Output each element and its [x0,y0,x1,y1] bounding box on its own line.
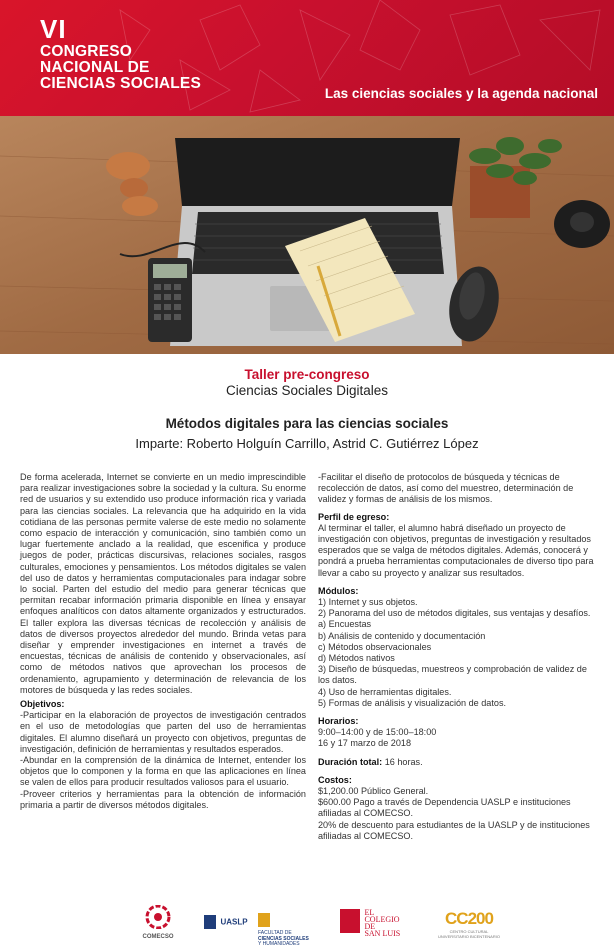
left-column [20,472,306,811]
colegio-line: DE [364,922,376,931]
facultad-line: Y HUMANIDADES [258,941,300,947]
module-item: 4) Uso de herramientas digitales. [318,686,452,697]
module-item: d) Métodos nativos [318,653,395,664]
uaslp-logo [204,913,254,931]
comecso-icon [145,905,171,929]
costs-heading: Costos: [318,774,352,785]
schedule-heading: Horarios: [318,716,359,727]
intro-paragraph: De forma acelerada, Internet se convierte en un medio imprescindible para realizar investigaciones sobre la sociedad y la cultura. Su enorme red de usuarios y su extendido uso produce información rica y variada para las ciencias sociales. La relevancia que ha adquirido en la vida cotidiana de las personas permite valerse de este medio no solamente como espacio de interacción y comunicación, sino también como un lugar fuertemente anclado a la realidad, que escenifica y produce juegos de poder, prácticas discursivas, relaciones sociales, rasgos culturales, emociones y pensamientos. Los métodos digitales se valen del uso de datos y herramientas computacionales para indagar sobre lo social. Parten del estudio del medio para generar técnicas que permitan recabar información primaria disponible en línea y ensayar enfoques analíticos con datos altamente organizados y estructurados. El taller explora las diversas técnicas de recolección y análisis de datos de diversos proyectos alrededor del mundo. Brinda vetas para diseñar y emprender investigaciones en internet a través de encuestas, técnicas de análisis de contenido y observacionales, así como de métodos nativos que aprovechan los procesos de ordenamiento, agrupamiento y determinación de relevancia de los motores de búsqueda y las redes sociales. [20,472,306,695]
duration-value: 16 horas. [384,756,423,767]
schedule-hours: 9:00–14:00 y de 15:00–18:00 [318,727,437,738]
module-item: 5) Formas de análisis y visualización de datos. [318,697,507,708]
facultad-line: CIENCIAS SOCIALES [258,935,309,942]
cc200-logo [436,909,502,939]
sponsor-logos [0,905,614,949]
colegio-line: EL [364,908,375,917]
module-item: 2) Panorama del uso de métodos digitales, sus ventajas y desafíos. [318,608,591,619]
modules-list [318,597,600,709]
colegio-line: SAN LUIS [364,929,401,938]
objective-item: -Proveer criterios y herramientas para la obtención de información primaria a partir de diversos métodos digitales. [20,788,306,810]
laptop-desk-photo [0,116,614,354]
duration-line [318,757,600,768]
objective-item: -Facilitar el diseño de protocolos de búsqueda y técnicas de recolección de datos, así como del muestreo, determinación de validez y formas de análisis de los mismos. [318,472,574,505]
colegio-icon [340,909,360,933]
schedule-dates: 16 y 17 marzo de 2018 [318,738,412,749]
right-column [318,472,600,842]
objective-item: -Abundar en la comprensión de la dinámica de Internet, entender los objetos que lo componen y la forma en que las aplicaciones en línea se valen de ellos para producir resultados valiosos para el usuario. [20,755,306,788]
module-item: b) Análisis de contenido y documentación [318,630,486,641]
instructors: Imparte: Roberto Holguín Carrillo, Astrid C. Gutiérrez López [135,436,479,451]
comecso-logo [140,905,176,940]
duration-heading: Duración total: [318,756,383,767]
modules-heading: Módulos: [318,585,359,596]
cc200-caption: CENTRO CULTURAL UNIVERSITARIO BICENTENARIO [438,929,500,939]
facultad-line: FACULTAD DE [258,930,292,936]
facultad-logo [258,913,320,949]
module-item: 3) Diseño de búsquedas, muestreos y comprobación de validez de los datos. [318,664,587,686]
workshop-title: Métodos digitales para las ciencias sociales [165,416,449,431]
header-banner [0,0,614,116]
colegio-logo [340,909,416,937]
module-item: a) Encuestas [318,619,372,630]
cost-item: $600.00 Pago a través de Dependencia UASLP e instituciones afiliadas al COMECSO. [318,797,571,819]
facultad-icon [258,913,270,927]
congress-edition: VI [40,14,67,44]
uaslp-label: UASLP [220,917,248,927]
speaker-icon [554,200,610,248]
uaslp-shield-icon [204,915,216,929]
objectives-heading: Objetivos: [20,699,65,710]
congress-line-3: CIENCIAS SOCIALES [40,75,202,92]
workshop-subtitle: Ciencias Sociales Digitales [225,383,389,398]
module-item: 1) Internet y sus objetos. [318,597,418,608]
congress-name [40,44,201,92]
congress-line-2: NACIONAL DE [40,59,150,76]
cost-item: 20% de descuento para estudiantes de la UASLP y de instituciones afiliadas al COMECSO. [318,819,590,841]
module-item: c) Métodos observacionales [318,641,432,652]
congress-tagline: Las ciencias sociales y la agenda nacional [324,86,598,101]
congress-line-1: CONGRESO [40,43,133,60]
comecso-label: COMECSO [142,934,174,940]
profile-heading: Perfil de egreso: [318,511,390,522]
cc200-mark: CC200 [445,909,493,928]
profile-paragraph: Al terminar el taller, el alumno habrá diseñado un proyecto de investigación con objetivos, preguntas de investigación y resultados esperados que se valga de métodos digitales. Además, conocerá y pondrá a prueba herramientas computacionales de diverso tipo para llevar a cabo su proyecto y analizar sus resultados. [318,522,594,578]
cost-item: $1,200.00 Público General. [318,786,429,797]
colegio-line: COLEGIO [364,915,400,924]
objective-item: -Participar en la elaboración de proyectos de investigación centrados en el uso de metodologías que parten del uso de herramientas digitales. El alumno diseñará un proyecto con objetivos, preguntas de investigación, definición de herramientas y resultados esperados. [20,710,306,754]
workshop-label: Taller pre-congreso [244,367,370,382]
calculator-icon [148,258,192,342]
